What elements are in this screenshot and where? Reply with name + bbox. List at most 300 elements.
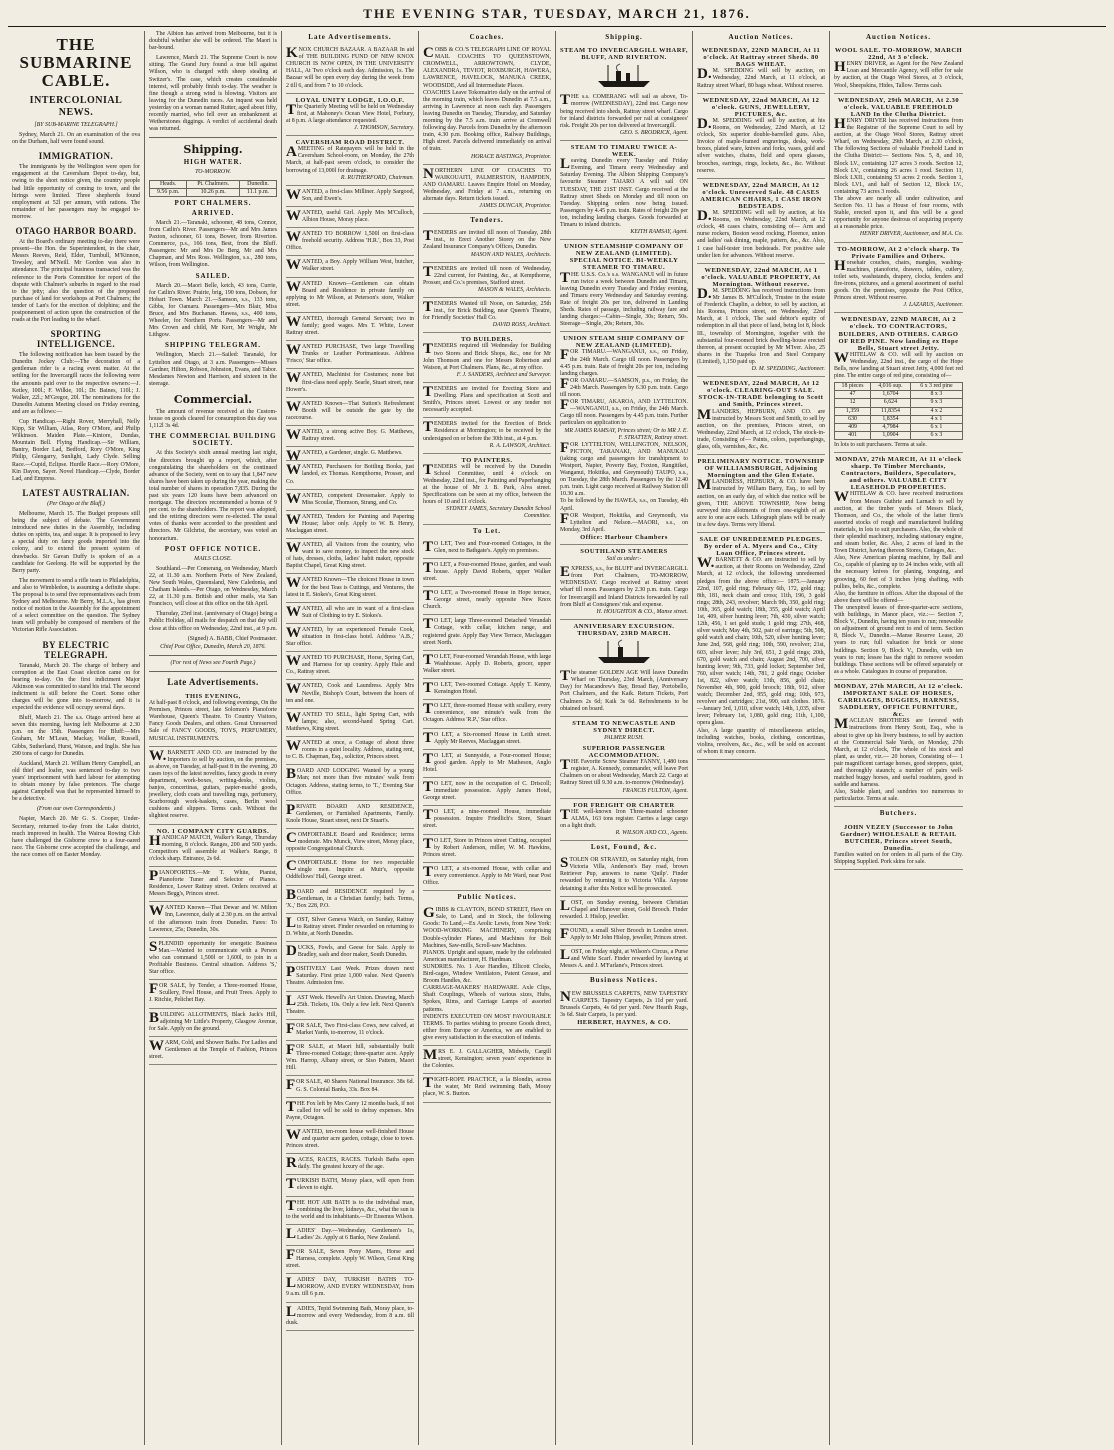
ad-body: Also, the furniture in offices. After the disposal of the above there will be offered— xyxy=(834,590,963,604)
timber-cell: 8 x 3 xyxy=(910,391,962,399)
ad-signature: R. A. LAWSON, Architect. xyxy=(489,442,551,449)
advertisement xyxy=(149,1037,277,1065)
ad-title: MONDAY, 27th MARCH, At 11 o'clock sharp. To Timber Merchants, Contractors, Builders, Speculators, and others. VALUABLE CITY LEASEHOLD PROPERTIES. xyxy=(835,455,962,492)
advertisement xyxy=(286,1246,414,1274)
ad-signature: F. J. SANDERS, Architect and Surveyor. xyxy=(456,371,551,378)
ad-body: D.M. SPEDDING will sell by auction, at his Rooms, on Wednesday, 22nd March, at 12 o'clock, Six superior double-barrelled guns. Also, Invoice of maple-framed engravings, desks, work-boxes, plated ware, knives and forks, vases, gold and silver watches, chains, field and opera glasses, brooches, earrings, rings, lockets, &c., &c. Without reserve. xyxy=(697,115,825,174)
column-1 xyxy=(8,31,145,1445)
ad-body: WANTED, a first-class Milliner. Apply Sargood, Son, and Ewen's. xyxy=(286,186,414,203)
ad-body: LAST Week. Hewell's Art Union. Drawing, March 25th. Tickets, 10s. Only a few left. Next Queen's Theatre. xyxy=(286,992,414,1015)
ad-body: TO LET, Store in Princes street Cutting, occupied by Robert Anderson, miller, W. M. Hawkins, Princes street. xyxy=(423,835,551,858)
ad-body: NEW BRUSSELS CARPETS, NEW TAPESTRY CARPETS. Tapestry Carpets, 2s 11d per yard. Brussels Carpets, 4s 6d per yard. New Hearth Rugs, 3s 6d. Stair Carpets, 1s per yard. xyxy=(560,988,688,1018)
wanted-ad xyxy=(286,341,414,369)
to-let-ad xyxy=(423,750,551,778)
ad-body: TO LET, a nine-roomed House, immediate possession. Inquire Friedlich's Store, Stuart street. xyxy=(423,807,551,830)
advertisement xyxy=(560,332,688,545)
advertisement xyxy=(697,179,825,264)
ad-title: TO PAINTERS. xyxy=(461,456,513,464)
advertisement xyxy=(286,136,414,186)
ad-body: FOR SALE, at Maori hill, substantially built Three-roomed Cottage; three-quarter acre. Apply Wm. Harrop, Albany street, or Siso Pattern, Maori Hill. xyxy=(286,1042,414,1072)
to-let-ad xyxy=(423,835,551,863)
timber-row xyxy=(835,415,963,423)
ad-signature: KEITH RAMSAY, Agent. xyxy=(630,229,688,236)
advertisement xyxy=(286,1175,414,1196)
to-let-ad xyxy=(423,538,551,559)
ad-body: WANTED, all who are in want of a first-class Suit of Clothing to try E. Stokes's. xyxy=(286,603,414,620)
advertisement xyxy=(560,925,688,946)
ad-signature: GEO. S. BRODRICK, Agent. xyxy=(619,129,688,136)
australian-heading: LATEST AUSTRALIAN. xyxy=(22,487,130,498)
continued-note: (For rest of News see Fourth Page.) xyxy=(170,659,256,666)
tide-place: Dunedin. xyxy=(240,180,277,188)
to-let-ad xyxy=(423,806,551,834)
advertisement xyxy=(834,243,963,314)
advertisement xyxy=(697,94,825,179)
ad-signature: R. RUTHERFORD, Chairman. xyxy=(340,174,414,181)
timber-row xyxy=(835,407,963,415)
wanted-ad xyxy=(286,447,414,465)
advertisement xyxy=(423,1074,551,1102)
ad-body: WHITELAW & CO. have received instructions from Messrs Guthrie and Larnach to sell by auction, at the timber yards of Messrs Black, Thomson, and Co., the whole of the latter firm's assorted stocks of rough and manufactured building materials, in lots to suit purchasers. Also, the whole of their splendid machinery, including stationary engine, and steam boiler, &c. Also, 2 acres of land in the Town District, having thereon Stores, Cottages, &c. xyxy=(834,489,963,555)
ad-signature: MASON AND WALES, Architects. xyxy=(470,251,551,258)
advertisement xyxy=(286,765,414,800)
divider xyxy=(149,671,277,672)
ad-body: WANTED, a strong active Boy. G. Matthews, Rattray street. xyxy=(286,427,414,444)
advertisement xyxy=(286,1197,414,1225)
shipping-heading: Shipping. xyxy=(605,33,643,41)
timber-cell: 6 x 1 xyxy=(910,423,962,431)
wanted-ad xyxy=(286,313,414,341)
ad-body: TO LET, now in the occupation of C. Driscoll; immediate possession. Apply James Hotel, George street. xyxy=(423,778,551,802)
news-paragraph: Napier, March 20. Mr G. S. Cooper, Under-Secretary, returned to-day from the Lake district, much improved in health. The Wairoa Rowing Club have challenged the Gisborne crew to a four-oared race. The Gisborne crew accepted the challenge, and the race comes off on Easter Monday. xyxy=(12,816,140,858)
advertisement xyxy=(423,454,551,525)
ad-body: TENDERS are invited till noon of Tuesday, 28th inst., to Erect Another Storey on the New Zealand Insurance Company's Offices, Dunedin. xyxy=(423,228,551,251)
high-water-heading: HIGH WATER. xyxy=(183,158,243,167)
wanted-ad xyxy=(286,228,414,256)
wanted-ad xyxy=(286,398,414,426)
ad-title: NO. 1 COMPANY CITY GUARDS. xyxy=(156,827,270,835)
ad-body: NORTHERN LINE OF COACHES TO WAIKOUAITI, PALMERSTON, HAMPDEN, AND OAMARU. Leaves Empire Hotel on Monday, Wednesday, and Friday at 7 a.m., returning on alternate days. Return tickets issued. xyxy=(423,165,551,202)
wanted-ad xyxy=(286,207,414,228)
timber-cell: 6 x 3 xyxy=(910,431,962,439)
australian-subheading: (Per Otago at the Bluff.) xyxy=(47,500,105,507)
advertisement xyxy=(423,333,551,383)
ad-signature: HERBERT, HAYNES, & CO. xyxy=(577,1018,671,1026)
ad-body: WHITELAW & CO. will sell by auction on Wednesday, 22nd inst., the cargo of the Hope Bells, now landing at Stuart street Jetty, 4,000 feet red pine. The entire cargo of red pine, consisting of— xyxy=(834,349,963,380)
advertisement xyxy=(286,829,414,857)
ad-body: KNOX CHURCH BAZAAR. A BAZAAR In aid of THE BUILDING FUND OF NEW KNOX CHURCH IS NOW OPEN, IN THE UNIVERSITY HALL, At Two o'clock each day. Admission, 1s. The Bazaar will be open every day during the week from 2 till 6, and from 7 to 10 o'clock. xyxy=(286,45,414,89)
ad-title: FOR FREIGHT OR CHARTER xyxy=(573,801,675,809)
ad-body: FOUND, a small Silver Brooch in London street. Apply to Mr John Hislop, jeweller, Princes street. xyxy=(560,925,688,942)
ad-body: WANTED, a Boy. Apply William West, butcher, Walker street. xyxy=(286,257,414,274)
ad-body: COMFORTABLE Board and Residence; terms moderate. Mrs Munck, View street, Moray place, opposite Congregational Church. xyxy=(286,829,414,853)
advertisement xyxy=(423,263,551,298)
to-let-list xyxy=(423,538,551,891)
ad-title: STEAM TO INVERCARGILL WHARF, BLUFF, AND RIVERTON. xyxy=(560,47,688,62)
ad-body: D.M. SPEDDING will sell by auction, on Wednesday, 22nd March, at 11 o'clock, at Rattray street Wharf, 80 bags wheat. Without reserve. xyxy=(697,66,825,89)
advertisement xyxy=(834,821,963,871)
ad-body: WANTED, Machinist for Costumes; none but first-class need apply. Searle, Stuart street, near Hower's. xyxy=(286,370,414,393)
ad-title: SOUTHLAND STEAMERS xyxy=(580,548,668,555)
ad-body: CARRIAGE-MAKERS' HARDWARE. Axle Clips, Shaft Couplings, Wheels of various sizes, Hubs, Spokes, Rims, and Carriage Lamps of assorted patterns. xyxy=(423,985,551,1013)
ad-body: Also, Stable plant, and sundries too numerous to particularize. Terms at sale. xyxy=(834,789,963,803)
tide-table xyxy=(149,180,277,197)
ad-body: WANTED TO PURCHASE, Horse, Spring Cart, and Harness for up country. Apply Hale and Co., Rattray street. xyxy=(286,653,414,676)
column-4 xyxy=(419,31,556,1445)
ad-body: WANTED Known—That Sutton's Refreshment Booth will be outside the gate by the racecourse. xyxy=(286,398,414,421)
ad-signature: H. HOUGHTON & CO., Manse street. xyxy=(596,608,688,615)
to-let-ad xyxy=(423,615,551,650)
ad-signature: J. THOMSON, Secretary. xyxy=(354,125,414,132)
harbor-board-heading: OTAGO HARBOR BOARD. xyxy=(15,226,137,237)
wanted-ad xyxy=(286,652,414,680)
advertisement xyxy=(834,680,963,808)
ad-body: COMFORTABLE Home for two respectable single men. Inquire at Muir's, opposite Oddfellows' Hall, George street. xyxy=(286,858,414,881)
news-paragraph: The following notification has been issued by the Dunedin Jockey Club:—The decoration of a gentleman rider is a racing event matter. At the settling for the Invercargill races the following were the amounts paid over to the respective owners:—J. Ketley, 100l.; F. Wilkie, 10l.; Dr. Baines, 110l.; J. Walker, 22l.; M'Gregor, 20l. The nominations for the Dunedin Autumn Meeting closed on Friday evening, and are as follows:— xyxy=(12,352,140,415)
advertisement xyxy=(423,165,551,215)
ad-subtitle: SUPERIOR PASSENGER ACCOMMODATION. xyxy=(582,744,666,760)
ad-signature: SYDNEY JAMES, Secretary Dunedin School Committee. xyxy=(446,506,551,520)
ad-body: LOST, Silver Geneva Watch, on Sunday, Rattray to Rattray street. Finder rewarded on returning to D. White, at North Dunedin. xyxy=(286,914,414,937)
ad-body: TO LET, Four-roomed Verandah House, with large Washhouse. Apply D. Roberts, grocer, upper Walker street. xyxy=(423,651,551,674)
ad-body: TO LET, large Three-roomed Detached Verandah Cottage, with cellar, kitchen range, and registered grate. Apply Bay View Terrace, Maclaggan street North. xyxy=(423,616,551,646)
ad-body: COACHES Leave Tokomairiro daily on the arrival of the morning train, which leaves Dunedin at 7.5 a.m., arriving in Lawrence at noon each day. Passengers leaving Dunedin on Tuesday, Thursday, and Saturday morning by the 7.5 a.m. train arrive at Cromwell following day. Parcels from Dunedin by the afternoon train, 4.30 p.m. Booking office, Railway Buildings, High street. Parcels delivered immediately on arrival of train. xyxy=(423,89,551,153)
ad-body: TENDERS are invited for Erecting Store and Dwelling. Plans and specification at Scott and Smith's, Princes street. Lowest or any tender not necessarily accepted. xyxy=(423,383,551,414)
shipping-telegram-heading: SHIPPING TELEGRAM. xyxy=(164,341,262,350)
advertisement xyxy=(560,141,688,240)
ad-title: JOHN VEZEY (Successor to John Gardner) WHOLESALE & RETAIL BUTCHER, Princes street South, Dunedin. xyxy=(840,823,957,852)
ad-body: W.BARNETT AND CO. are instructed by the Importers to sell by auction, on the premises, as above, on Tuesday, at half-past 8 in the evening, 20 cases toys of the latest novelties, fancy goods in every department, work-boxes, writing-desks, violins, banjos, concertinas, guitars, papier-maché goods, jewellery, cloth coats and travelling rugs, perfumery, Scarborough work-baskets, cases, Berlin wool cushions and slippers. Terms cash. Without the slightest reserve. xyxy=(149,747,277,820)
tide-time: 9.56 p.m. xyxy=(150,188,187,196)
advertisement xyxy=(149,980,277,1008)
ad-title: STEAM TO TIMARU TWICE A-WEEK. xyxy=(570,143,678,159)
advertisement xyxy=(286,914,414,942)
advertisement xyxy=(560,620,688,717)
timber-row xyxy=(835,399,963,407)
commercial-heading: Commercial. xyxy=(173,392,253,406)
advertisement xyxy=(560,44,688,141)
ad-signature: D. M. SPEDDING, Auctioneer. xyxy=(751,366,825,373)
wanted-ad xyxy=(286,603,414,624)
advertisement xyxy=(149,747,277,825)
sailed-heading: SAILED. xyxy=(195,271,231,280)
ad-body: PRIVATE BOARD AND RESIDENCE, Gentlemen, or Furnished Apartments, Family. Knole House, Stuart street, next Dr Stuart's. xyxy=(286,801,414,824)
advertisement xyxy=(560,240,688,332)
tide-place: Pt. Chalmers. xyxy=(187,180,240,188)
ad-body: STOLEN OR STRAYED, on Saturday night, from Victoria Villa, Anderson's Bay road, brown Retriever Pup, answers to name 'Quilp'. Finder rewarded by returning it to Victoria Villa. Anyone detaining it after this Notice will be prosecuted. xyxy=(560,855,688,892)
ad-body: TURKISH BATH, Moray place, will open from eleven to eight. xyxy=(286,1176,414,1193)
ad-body: Leaving Dunedin every Tuesday and Friday Evening, and Timaru every Wednesday and Saturday Evening. The Albion Shipping Company's favourite Steamer TAIARO A will sail ON TUESDAY, THE 21ST INST. Cargo received at the Rattray street Sheds on Monday and till noon on Tuesday. Shipping orders now being issued. Passengers by 4.45 p.m. train. Rates of freight 20s per ton, including landing charges. Goods forwarded at Timaru to inland districts. xyxy=(560,156,688,228)
news-paragraph: Lawrence, March 21. The Supreme Court is now sitting. The Grand Jury found a true bill against Wilson, who is charged with sheep stealing at Switzer's. The case, which creates considerable interest, will probably finish to-day. The weather is fine though a strong wind is blowing. Visitors are leaving for the Dunedin races. An inquest was held yesterday on a woman named Rutter, aged about fifty, recently married, who fell over an embankment at Wetherstones diggings. A verdict of accidental death was returned. xyxy=(149,55,277,133)
shipping-heading: Shipping. xyxy=(183,143,243,157)
to-let-heading: To Let. xyxy=(472,526,502,535)
ad-signature: FRANCIS FULTON, Agent. xyxy=(622,787,688,794)
ad-body: Also, New American planing machine, by Ball and Co., capable of planing up to 24 inches wide, with all the necessary knives for planing, tonguing, and grooving, 60 feet of 3 inches lying shafting, with pullies, belts, &c., complete. xyxy=(834,555,963,590)
ad-body: TENDERS will be received by the Dunedin School Committee, until 4 o'clock on Wednesday, 22nd inst., for Painting and Paperhanging at the house of Mr J. B. Park, Alva street. Specifications can be seen at my office, between the hours of 10 and 11 o'clock. xyxy=(423,461,551,506)
ad-body: The unexpired leases of three-quarter-acre sections, with buildings, in Manor place, viz.:— Section 7, Block V., Dunedin, having ten years to run; renewable on adjustment of ground rent to end of term. Section 8, Block V., Dunedin.—Manse Reserve Lease, 20 years to run; full valuation for brick or stone buildings. Section 9, Block V., Dunedin, with ten years to run; lessee has the right to remove wooden buildings. These sections will be offered separately or as a whole. Catalogues in course of preparation. xyxy=(834,604,963,675)
timber-cell: 12 xyxy=(835,399,871,407)
ad-body: The Quarterly Meeting will be held on Wednesday first, at Mahoney's Ocean View Hotel, Forbury, at 8 p.m. A large attendance requested. xyxy=(286,101,414,124)
timber-cell: 401 xyxy=(835,431,871,439)
public-notices-heading: Public Notices. xyxy=(457,893,517,902)
ad-body: WANTED, competent Dressmaker. Apply to Miss Scoular, Thomson, Strang, and Co. xyxy=(286,490,414,507)
ad-title: WEDNESDAY, 22ND MARCH, At 2 o'clock. TO CONTRACTORS, BUILDERS, AND OTHERS. CARGO OF RED PINE. Now landing ex Hope Bells, Stuart street Jetty. xyxy=(838,316,959,352)
immigration-heading: IMMIGRATION. xyxy=(38,151,114,162)
timber-row xyxy=(835,431,963,439)
ad-body: WANTED, thorough General Servant; two in family; good wages. Mrs T. White, Lower Rattray street. xyxy=(286,313,414,337)
ad-body: WANTED, Cook and Laundress. Apply Mrs Neville, Bishop's Court, between the hours of ten and one. xyxy=(286,681,414,704)
ad-title: WEDNESDAY, 22nd MARCH, At 1 o'clock. VALUABLE PROPERTY, At Mornington. Without reserve. xyxy=(701,266,821,288)
telegraph-heading: BY ELECTRIC TELEGRAPH. xyxy=(42,639,110,660)
advertisement xyxy=(423,298,551,333)
to-let-ad xyxy=(423,778,551,806)
ad-body: THE s.s. COMERANG will sail as above, To-morrow (WEDNESDAY), 22nd inst. Cargo now being received into sheds, Rattray street wharf. Cargo for inland districts forwarded per rail at consignees' risk. Freight 20s per ton delivered at Invercargill. xyxy=(560,92,688,129)
ad-subtitle: PALMER RUSH. xyxy=(604,734,644,741)
ad-body: BUILDING ALLOTMENTS, Black Jack's Hill, adjoining Mr Little's Property, Glasgow Avenue, for Sale. Apply on the ground. xyxy=(149,1009,277,1032)
ad-signature: R. WILSON AND CO., Agents. xyxy=(615,830,688,836)
ad-body: WARM, Cold, and Shower Baths. For Ladies and Gentlemen at the Temple of Fashion, Princes street. xyxy=(149,1037,277,1060)
ad-body: WANTED Known—The choicest House in town for the best Teas is Cuttings, and Ventures, the latest in E. Stokes's, Great King street. xyxy=(286,575,414,598)
ad-body: In lots to suit purchasers. Terms at sale. xyxy=(834,441,927,448)
news-paragraph: Taranaki, March 20. The charge of bribery and corruption at the East Coast election came on for hearing to-day. On the first indictment Major Atkinson was committed to stand his trial. The second indictment is still before the Court. Some other charges will be gone into to-morrow, and it is expected the evidence will occupy several days. xyxy=(12,662,140,712)
advertisement xyxy=(423,227,551,262)
signature: (Signed) A. BABB, Chief Postmaster. xyxy=(187,635,277,642)
ad-body: PIANOS. Upright and square, made by the celebrated American manufacturer, H. Hardman. xyxy=(423,949,551,963)
news-paragraph: The amount of revenue received at the Custom-house on goods cleared for consumption this day was 1,112l 3s 4d. xyxy=(149,408,277,430)
timber-row xyxy=(835,391,963,399)
news-paragraph: At the Board's ordinary meeting to-day there were present—the Hon. the Superintendent, in the chair, Messrs Reeves, Reid, Elder, Turnbull, M'Kinnon, Towsley, and M'Neill. Mr Gordon was also in attendance. The principal business transacted was the reference to the Ports Committee for report of the dispute with Chalmer's suburbs in regard to the road to the jetty; also the question of the proposed purchase of land for workshops at Port Chalmers; the tender of Lan's for the erection of dolphins; and the postponement of action upon the construction of the roads at the Port leading to the wharf. xyxy=(12,239,140,324)
wanted-ad xyxy=(286,186,414,207)
ad-subtitle: SPECIAL NOTICE. BI-WEEKLY STEAMER TO TIMARU. xyxy=(569,257,679,272)
wanted-ad xyxy=(286,511,414,539)
timber-table xyxy=(834,382,963,440)
ad-title: PRELIMINARY NOTICE. TOWNSHIP OF WILLIAMSBURGH, Adjoining Mornington and the Glen Estate. xyxy=(697,458,825,480)
butchers-heading: Butchers. xyxy=(879,809,918,818)
news-paragraph: Bluff, March 21. The s.s. Otago arrived here at seven this morning, having left Melbourne at 2.30 p.m. on the 15th. Passengers for Bluff:—Mrs Graham, Mr M'Lean, Mackay, Walker, Russell, Gibbs, Sutherland, Hurst, Watson, and Inglis. She has 290 tons of cargo for Dunedin. xyxy=(12,715,140,757)
ad-title: THIS EVENING, xyxy=(185,692,241,700)
column-2 xyxy=(145,31,282,1445)
ad-body: MLANDRESS, HEPBURN, & CO. have been instructed by William Barry, Esq., to sell by auction, on an early day, of which due notice will be given, THE ABOVE TOWNSHIP, Now being surveyed into allotments of from one-eighth of an acre to one acre each. Lithograph plans will be ready in a few days. Terms very liberal. xyxy=(697,477,825,528)
advertisement xyxy=(834,313,963,453)
steamship-icon xyxy=(560,639,688,668)
ad-body: At half-past 8 o'clock, and following evenings, On the Premises, Princes street, late Solomon's Pianoforte Warehouse, Queen's Theatre. To Country Visitors, Fancy Goods Dealers, and others. Great Unreserved Sale of FANCY GOODS, TOYS, PERFUMERY, MUSICAL INSTRUMENTS. xyxy=(149,700,277,742)
advertisement xyxy=(286,1274,414,1302)
ad-body: THE well-known Iron Three-masted schooner ALMA, 163 tons register. Carries a large cargo on a light draft. xyxy=(560,806,688,829)
ad-office: Office: Harbour Chambers xyxy=(580,533,668,541)
news-paragraph: Wellington, March 21.—Sailed: Taranaki, for Lyttelton and Otago, at 3 a.m. Passengers—Misses Gardner, Hilton, Robson, Johnston, Evans, and Tabor. Mesdames Newton and Harrison, and sixteen in the steerage. xyxy=(149,352,277,387)
ad-body: FOR SALE, Two First-class Cows, new calved, at Market Yards, to-morrow, 11 o'clock. xyxy=(286,1020,414,1037)
advertisement xyxy=(697,264,825,377)
wanted-ad xyxy=(286,709,414,737)
ad-body: FOR SALE, Seven Pony Mares, Horse and Harness, complete. Apply W. Wilson, Great King street. xyxy=(286,1247,414,1270)
advertisement xyxy=(286,1154,414,1175)
ad-title: TO BUILDERS. xyxy=(461,336,513,344)
ad-body: WANTED TO SELL, light Spring Cart, with lamps; also, second-hand Spring Cart. Matthews, King street. xyxy=(286,709,414,732)
arrived-heading: ARRIVED. xyxy=(191,208,235,217)
column-7 xyxy=(830,31,967,1445)
ad-title: SALE OF UNREDEEMED PLEDGES. By order of A. Myers and Co., City Loan Office, Princes street. xyxy=(699,536,823,558)
agency-line: [BY SUB-MARINE TELEGRAPH.] xyxy=(34,122,118,128)
advertisement xyxy=(697,455,825,533)
news-paragraph: The immigrants by the Wellington were open for engagement at the Caversham Depot to-day, but, owing to the short notice given, the country people had little opportunity of coming to town, and the hirings were limited. Three shepherds found employment at 52l per annum, with rations. The remainder of her passengers may be engaged to-morrow. xyxy=(12,164,140,220)
advertisement xyxy=(286,801,414,829)
columns xyxy=(8,31,1106,1445)
ad-body: TIGHT-ROPE PRACTICE, a la Blondin, across the water, Mr Reid swimming Bath, Moray place, W. S. Burton. xyxy=(423,1075,551,1098)
advertisement xyxy=(560,799,688,841)
ad-body: To be followed by the HAWEA, s.s., on Tuesday, 4th April. xyxy=(560,498,688,512)
bazaar-advertisement xyxy=(286,44,414,94)
news-paragraph: At this Society's sixth annual meeting last night, the directors brought up a report, which, after congratulating the shareholders on the continued advance of the Society, went on to say that 1,847 new shares have been taken up during the year, making the total number of shares in operation 7,835. During the past six years 120 loans have been advanced on mortgage. The directors recommended a bonus of 9 per cent. to the shareholders. The report was adopted, and the retiring directors were re-elected. The usual votes of thanks were accorded to the president and directors. Mr Gilchrist, the secretary, was voted an honorarium. xyxy=(149,450,277,542)
advertisement xyxy=(286,1225,414,1246)
advertisement xyxy=(149,867,277,902)
ad-signature: DAVID ROSS, Architect. xyxy=(492,322,551,329)
news-paragraph: March 20.—Maori Belle, ketch, 43 tons, Currie, for Catlin's River. Prairie, brig, 190 tons, Dobson, for Hobart Town. March 21.—Samson, s.s., 133 tons, Gibbs, for Oamaru. Passengers—Mrs Blair, Miss Bruce, and Mrs Buchanan. Hawea, s.s., 400 tons, Wheeler, for Northern Ports. Passengers—Mr and Mrs Crown and child, Mr Kerr, Mr Wright, Mr Lithgow. xyxy=(149,282,277,339)
advertisement xyxy=(834,44,963,94)
column-5 xyxy=(556,31,693,1445)
advertisement xyxy=(834,453,963,680)
wanted-ad xyxy=(286,369,414,397)
ad-title: WEDNESDAY, 22nd MARCH, At 12 o'clock. CLEARING-OUT SALE. STOCK-IN-TRADE belonging to Scott and Smith, Princes street. xyxy=(698,380,824,409)
wanted-ads-list xyxy=(286,186,414,766)
ad-title: UNION STEAMSHIP COMPANY OF NEW ZEALAND (LIMITED). xyxy=(564,243,684,258)
ad-body: FOR Westport, Hokitika, and Greymouth, via Lyttelton and Nelson.—MAORI, s.s., on Monday, 3rd April. xyxy=(560,510,688,533)
ad-body: GIBBS & CLAYTON, BOND STREET, Have on Sale, to Land, and in Stock, the following Goods: To Land,—Ex Aeolic Lewis, from New York: WOOD-WORKING MACHINERY, comprising Double-cylinder Planes, and Machines for Bolt Machines, Saw-mills, Scroll-saw Machines. xyxy=(423,905,551,949)
ad-subtitle: Sail as under:- xyxy=(606,556,642,563)
advertisement xyxy=(423,904,551,1046)
cable-heading: THE SUBMARINE CABLE. xyxy=(19,35,133,90)
coaches-heading: Coaches. xyxy=(469,33,505,41)
news-paragraph: Southland.—Per Comerang, on Wednesday, March 22, at 11.30 a.m. Northern Ports of New Zealand, New South Wales, Queensland, New Caledonia, and Chatham Islands.—Per Otago, on Wednesday, March 22, at 11.30 p.m. British and other mails, via San Francisco, will close at this office on the 6th April. xyxy=(149,565,277,608)
ad-body: DUCKS, Fowls, and Geese for Sale. Apply to Bradley, sash and door maker, South Dunedin. xyxy=(286,943,414,960)
ad-signature: HORACE BASTINGS, Proprietor. xyxy=(471,153,551,160)
ad-body: LADIES, Tepid Swimming Bath, Moray place, to-morrow and every Wednesday, from 8 a.m. till dusk. xyxy=(286,1303,414,1326)
ad-body: COBB & CO.'S TELEGRAPH LINE OF ROYAL MAIL COACHES TO QUEENSTOWN, CROMWELL, ARROWTOWN, CLYDE, ALEXANDRA, TEVIOT, ROXBURGH, HAWERA, LAWRENCE, HAVELOCK, MANUKA CREEK, WOODSIDE, And all Intermediate Places. xyxy=(423,45,551,89)
steamship-icon xyxy=(560,63,688,92)
ad-body: WANTED, useful Girl. Apply Mrs M'Culloch, Albion House, Moray place. xyxy=(286,207,414,224)
timber-cell: 1,6704 xyxy=(871,391,911,399)
timber-cell: 1,8354 xyxy=(871,415,911,423)
advertisement xyxy=(149,690,277,747)
ad-signature: MASON & WALES, Architects. xyxy=(477,286,551,293)
port-heading: PORT CHALMERS. xyxy=(174,198,252,207)
auction-heading: Auction Notices. xyxy=(728,33,794,41)
column-6 xyxy=(693,31,830,1445)
divider xyxy=(149,137,277,138)
news-paragraph: The movement to send a rifle team to Philadelphia, and also to Wimbledon, is assuming a definite shape. The proposal is to send five representatives each from Sydney and Melbourne. Mr Berry, M.L.A., has given notice of motion in the Assembly for the appointment of a select committee on the question. The Sydney team will probably be composed of members of the Victorian Rifle Association. xyxy=(12,577,140,634)
timber-cell: 409 xyxy=(835,423,871,431)
ad-body: HENRY DRIVER, as Agent for the New Zealand Loan and Mercantile Agency, will offer for sale by auction, at the Otago Wool Stores, at 3 o'clock, Wool, Sheepskins, Hides, Tallow. Terms cash. xyxy=(834,59,963,89)
advertisement xyxy=(286,1041,414,1076)
ad-title: MONDAY, 27th MARCH, At 12 o'clock. IMPORTANT SALE OF HORSES, CARRIAGES, BUGGIES, HARNESS, SADDLERY, OFFICE FURNITURE, &c. xyxy=(834,682,963,719)
ad-body: FOR LYTTELTON, WELLINGTON, NELSON, PICTON, TARANAKI, AND MANUKAU (taking cargo and passengers for transhipment to Westport, Napier, Poverty Bay, Foxton, Rangitikei, Wanganui, Hokitika, and Greymouth) TAUPO, s.s., on Tuesday, the 28th March. Passengers by the 12.40 p.m. train. Light cargo received at Railway Station till 10.30 a.m. xyxy=(560,439,688,498)
ad-body: AMEETING of Ratepayers will be held in the Caversham School-room, on Monday, the 27th March, at half-past seven o'clock, to consider the borrowing of 13,000l for drainage. xyxy=(286,144,414,174)
ad-body: THE U.S.S. Co.'s s.s. WANGANUI will in future run twice a week between Dunedin and Timaru, leaving Dunedin every Tuesday and Friday evening, and Timaru every Wednesday and Saturday evening. Rate of freight 20s per ton, delivered in Landing Sheds. Rates of passage, including railway fare and landing charges:—Cabin—Single, 30s; Return, 50s. Steerage—Single, 20s; Return, 30s. xyxy=(560,269,688,328)
advertisement xyxy=(286,992,414,1020)
ad-body: THE Fox left by Mrs Carey 12 months back, if not called for will be sold to defray expenses. Mrs Payne, Octagon. xyxy=(286,1098,414,1121)
to-let-ad xyxy=(423,700,551,728)
advertisement xyxy=(423,44,551,165)
news-paragraph: Sydney, March 21. On an examination of the ova on the Durham, half were found sound. xyxy=(12,132,140,146)
timber-cell: 1,0904 xyxy=(871,431,911,439)
ad-body: LADIES' DAY, TURKISH BATHS TO-MORROW, AND EVERY WEDNESDAY, from 9 a.m. till 6 p.m. xyxy=(286,1275,414,1298)
wanted-ad xyxy=(286,278,414,313)
late-ads-heading: Late Advertisements. xyxy=(167,676,259,687)
post-office-heading: POST OFFICE NOTICE. xyxy=(164,544,262,553)
ad-body: WANTED, a Gardener, single. G. Matthews. xyxy=(286,448,403,465)
ad-body: FOR SALE, 40 Shares National Insurance. 38s 6d. G. S. Colonial Banks, 33s. Box 84. xyxy=(286,1077,414,1094)
post-office-date: Chief Post Office, Dunedin, March 20, 1876. xyxy=(160,643,266,650)
ad-body: LOST, on Sunday evening, between Christian Chapel and Hanover street, Gold Brooch. Finder rewarded. J. Hislop, jeweller. xyxy=(560,897,688,920)
wanted-ad xyxy=(286,624,414,652)
wanted-ad xyxy=(286,426,414,447)
ad-body: INDENTS EXECUTED ON MOST FAVOURABLE TERMS. To parties wishing to procure Goods direct, either from Europe or America, we are enabled to give every satisfaction in the execution of indents. xyxy=(423,1013,551,1041)
ad-title: STEAM TO NEWCASTLE AND SYDNEY DIRECT. xyxy=(572,719,676,734)
intercolonial-heading: INTERCOLONIAL NEWS. xyxy=(29,95,123,118)
column-3 xyxy=(282,31,419,1445)
ad-signature: J. LAZARUS, Auctioneer. xyxy=(903,302,963,309)
ad-body: WANTED, by an experienced Female Cook, situation in first-class hotel. Address 'A.B.,' Star office. xyxy=(286,624,414,648)
ad-body: TENDERS Wanted till Noon, on Saturday, 25th inst., for Brick Building, near Queen's Theatre, for Friendly Societies' Hall Co. xyxy=(423,299,551,322)
ad-body: WANTED Known—That Dewar and W. Milton Inn, Lawrence, daily at 2.30 p.m. on the arrival of the afternoon train from Dunedin. Fares: To Lawrence, 25s; Dunedin, 30s. xyxy=(149,903,277,933)
ad-title: CAVERSHAM ROAD DISTRICT. xyxy=(295,139,405,147)
correspondents-line: (From our own Correspondents.) xyxy=(36,806,116,813)
timber-cell: 630 xyxy=(835,415,871,423)
ad-title: WEDNESDAY, 22ND MARCH, At 11 o'clock. At Rattray street Sheds. 80 BAGS WHEAT. xyxy=(701,47,821,69)
advertisement xyxy=(286,1098,414,1126)
to-let-ad xyxy=(423,679,551,700)
advertisement xyxy=(286,1303,414,1331)
ad-body: SUNDRIES. No. 1 Axe Handles, Ellicott Clocks, Bird-cages, Window Ventilators, Patent Grease, and Broom Handles, &c. xyxy=(423,963,551,985)
advertisement xyxy=(560,946,688,974)
ad-body: FOR SALE, by Tender, a Three-roomed House, Scullery, Fowl House, and Fruit Trees. Apply to J. Ritchie, Pelichet Bay. xyxy=(149,981,277,1004)
ad-body: WANTED Known—Gentlemen can obtain Board and Residence in private family on applying to Mr Wilson, at Peterson's store, Walker street. xyxy=(286,278,414,308)
news-paragraph: Cup Handicap.—Right Rover, Merryhall, Nelly Kipp, Sir William, Atlas, Rory O'More, and Philip Wilkinson. Maiden Plate.—Kintore, Dundas, Mountain Bell. Flying Handicap.—Sir William, Bantry, Border Lad, Bedford, Rory O'More, King Philip, Glengarry, Sunlight, Lady Clyde. Selling Race.—Cupid, Eclipse. Hurdle Race.—Rory O'More, Kin Dayon, Sayer. Novel Handicap.—Clyde, Border Lad, and Empress. xyxy=(12,419,140,482)
wanted-ad xyxy=(286,737,414,765)
ad-body: HANDICAP MATCH, Walker's Range, Thursday morning, 8 o'clock. Ranges, 200 and 500 yards. Competitors will assemble at Walker's Range, 8 o'clock sharp. Entrance, 2s 6d. xyxy=(149,832,277,862)
ad-signature: HENRY DRIVER, Auctioneer, and M.A. Co. xyxy=(859,231,963,238)
ad-body: WANTED, Purchasers for Bottling Books, just landed, ex Thomas. Kempthorne, Prosser, and Co. xyxy=(286,462,414,485)
advertisement xyxy=(286,963,414,991)
ad-title: WOOL SALE. TO-MORROW, MARCH 22nd, At 3 o'clock. xyxy=(834,47,963,62)
tenders-heading: Tenders. xyxy=(470,216,504,225)
ad-body: MRS E. J. GALLAGHER, Midwife, Cargill street, Kensington; seven years' experience in the Colonies. xyxy=(423,1046,551,1070)
timber-cell: 4,7984 xyxy=(871,423,911,431)
ad-body: FOR TIMARU.—WANGANUI, s.s., on Friday, the 24th March. Cargo till noon. Passengers by 4.45 p.m. train. Rate of freight 20s per ton, including landing charges. xyxy=(560,347,688,377)
timber-cell: 11,8354 xyxy=(871,407,911,415)
ad-body: W.BARNETT & CO. are instructed to sell by auction, at their Rooms on Wednesday, 22nd March, at 12 o'clock, the following unredeemed pledges from the above office:— 1875.—January 22nd, 107, gold ring; February 6th, 172, gold ring; 8th, 181, neck chain and cross; 11th, 196, 3 gold rings; 28th, 243, revolver; March 9th, 350, gold ring; 10th, 365, gold watch; 18th, 355, gold watch; April 1st, 409, silver hunting lever; 7th, 430, silver watch; 12th, 456, 1 set gold studs; 1 gold ring; 27th, 468, silver watch; May 4th, 502, pair of earrings; 5th, 508, gold watch and chain; 10th, 520, silver hunting lever; June 2nd, 568, gold ring; 10th, 590, revolver; 21st, 603, silver lever; July 3rd, 651, 2 gold rings; 20th, 670, gold watch and chain; August 2nd, 700, silver hunting lever; 9th, 733, gold locket; September 3rd, 760, silver watch; 14th, 781, 2 gold rings; October 1st, 822, silver watch; 13th, 856, gold chain; November 4th, 900, gold brooch; 18th, 912, silver watch; December 2nd, 955, gold ring; 10th, 973, revolver and cartridges; 21st, 990, suit clothes. 1876.—January 3rd, 1,010, silver watch; 14th, 1,035, silver lever; February 1st, 1,080, gold ring; 11th, 1,100, opera glass. xyxy=(697,555,825,727)
ad-body: TO LET, three-roomed House with scullery, every convenience, one minute's walk from the Octagon. Address 'R.P.,' Star office. xyxy=(423,701,551,724)
ad-body: EXPRESS, s.s., for BLUFF and INVERCARGILL from Port Chalmers, TO-MORROW, WEDNESDAY. Cargo received at Rattray street wharf till noon. Passengers by 2.30 p.m. train. Cargo for Invercargill and Inland Districts forwarded by rail from Bluff at Consignees' risk and expense. xyxy=(560,564,688,608)
advertisement xyxy=(286,1126,414,1154)
ad-body: TO LET, Two-roomed Cottage. Apply T. Kenny, Kensington Hotel. xyxy=(423,680,551,697)
advertisement xyxy=(286,1076,414,1097)
ad-body: FOR TIMARU, AKAROA, AND LYTTELTON.—WANGANUI, s.s., on Friday, the 24th March. Cargo till noon. Passengers by 4.45 p.m. train. Further particulars on application to xyxy=(560,397,689,427)
to-let-ad xyxy=(423,863,551,891)
timber-cell: 9 x 3 xyxy=(910,399,962,407)
wanted-ad xyxy=(286,539,414,574)
ad-body: BOARD and RESIDENCE required by a Gentleman, in a Christian family; bath. Terms, 'X.,' Box 228, P.O. xyxy=(286,886,414,909)
timber-cell: 18 pieces xyxy=(835,383,871,391)
advertisement xyxy=(560,988,688,1030)
ad-body: PIANOFORTES.—Mr T. White, Pianist, Pianoforte Tuner and Selector of Pianos. Residence, Lower Rattray street. Orders received at Messrs Begg's, Princes street. xyxy=(149,868,277,898)
advertisement xyxy=(286,94,414,136)
news-paragraph: The Albion has arrived from Melbourne, but it is doubtful whether she will be ordered. The Maori is bar-bound. xyxy=(149,31,277,52)
business-notices-heading: Business Notices. xyxy=(590,976,658,985)
ad-body: TO LET, at Sunnyside, a Four-roomed House; good garden. Apply to Mr Matheson, Anglo Hotel. xyxy=(423,750,551,773)
news-paragraph: Melbourne, March 15. The Budget proposes still being the subject of debate. The Government introduced new duties in the Assembly, including duties on spirits, tea, and sugar. It is proposed to levy a special duty on fancy goods imported into the colony, and to extend the present system of drawbacks. Sir Gavan Duffy is spoken of as a candidate for Geelong. He will be supported by the Berry party. xyxy=(12,510,140,574)
timber-cell: 6 x 3 red pine xyxy=(910,383,962,391)
advertisement xyxy=(286,942,414,963)
